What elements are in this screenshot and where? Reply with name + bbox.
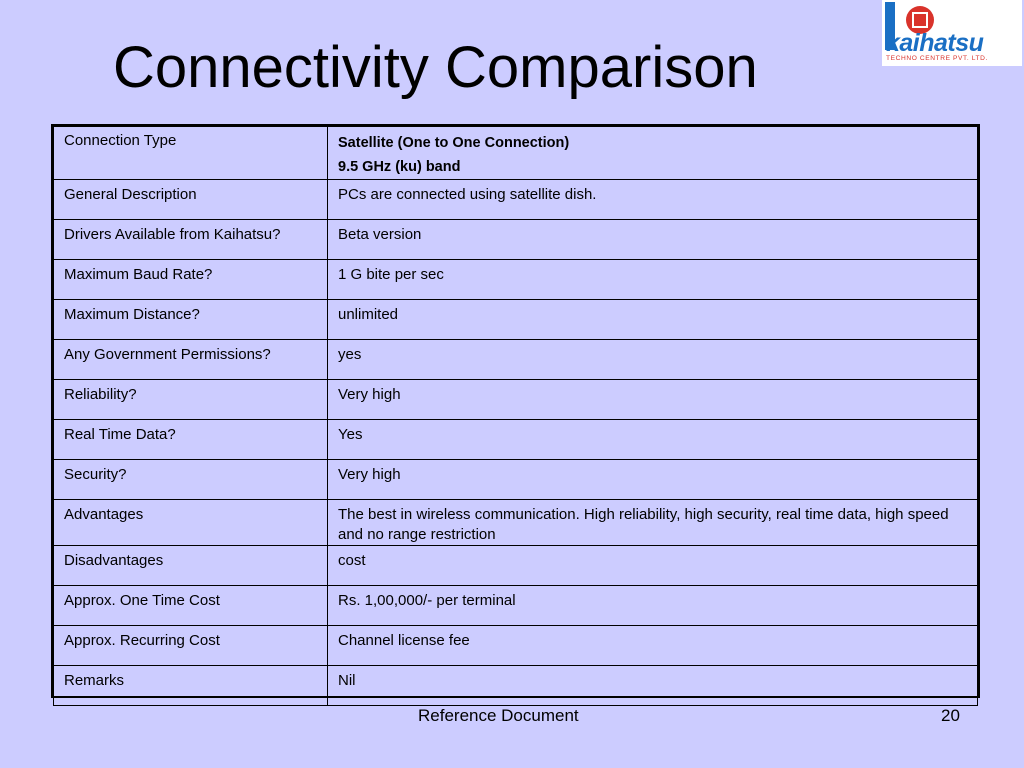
table-row bbox=[54, 220, 978, 260]
header-label-cell: Connection Type bbox=[54, 127, 328, 180]
row-value: Very high bbox=[328, 380, 978, 420]
row-label: Security? bbox=[54, 460, 328, 500]
row-label: Any Government Permissions? bbox=[54, 340, 328, 380]
row-value: Rs. 1,00,000/- per terminal bbox=[328, 586, 978, 626]
row-value: yes bbox=[328, 340, 978, 380]
row-value: cost bbox=[328, 546, 978, 586]
table-row bbox=[54, 340, 978, 380]
row-label: Remarks bbox=[54, 666, 328, 706]
row-value: Beta version bbox=[328, 220, 978, 260]
slide-title: Connectivity Comparison bbox=[113, 35, 758, 100]
row-label: Reliability? bbox=[54, 380, 328, 420]
kaihatsu-logo bbox=[882, 0, 1022, 66]
row-label: Drivers Available from Kaihatsu? bbox=[54, 220, 328, 260]
table-row bbox=[54, 460, 978, 500]
row-value: Nil bbox=[328, 666, 978, 706]
logo-wordmark: kaihatsu bbox=[886, 29, 984, 57]
header-value-cell bbox=[328, 127, 978, 180]
header-value-line1: Satellite (One to One Connection) bbox=[338, 135, 570, 151]
table-row bbox=[54, 500, 978, 546]
table-row bbox=[54, 180, 978, 220]
table-row bbox=[54, 420, 978, 460]
row-value: Channel license fee bbox=[328, 626, 978, 666]
footer-text: Reference Document bbox=[418, 706, 579, 725]
table-header-row bbox=[54, 127, 978, 180]
page-number: 20 bbox=[941, 706, 960, 725]
row-value: Very high bbox=[328, 460, 978, 500]
row-label: Approx. Recurring Cost bbox=[54, 626, 328, 666]
row-label: Approx. One Time Cost bbox=[54, 586, 328, 626]
row-label: Real Time Data? bbox=[54, 420, 328, 460]
row-label: Disadvantages bbox=[54, 546, 328, 586]
row-value: 1 G bite per sec bbox=[328, 260, 978, 300]
row-label: Maximum Distance? bbox=[54, 300, 328, 340]
row-label: Advantages bbox=[54, 500, 328, 546]
table-row bbox=[54, 546, 978, 586]
logo-tagline: TECHNO CENTRE PVT. LTD. bbox=[886, 55, 988, 62]
row-value: Yes bbox=[328, 420, 978, 460]
table-row bbox=[54, 586, 978, 626]
table-row bbox=[54, 380, 978, 420]
header-value-line2: 9.5 GHz (ku) band bbox=[338, 159, 461, 175]
comparison-table bbox=[51, 124, 980, 698]
row-label: Maximum Baud Rate? bbox=[54, 260, 328, 300]
table-row bbox=[54, 626, 978, 666]
table-row bbox=[54, 666, 978, 706]
row-value: The best in wireless communication. High reliability, high security, real time data, high speed and no range restriction bbox=[328, 500, 978, 546]
row-label: General Description bbox=[54, 180, 328, 220]
row-value: unlimited bbox=[328, 300, 978, 340]
row-value: PCs are connected using satellite dish. bbox=[328, 180, 978, 220]
table-row bbox=[54, 260, 978, 300]
table-row bbox=[54, 300, 978, 340]
